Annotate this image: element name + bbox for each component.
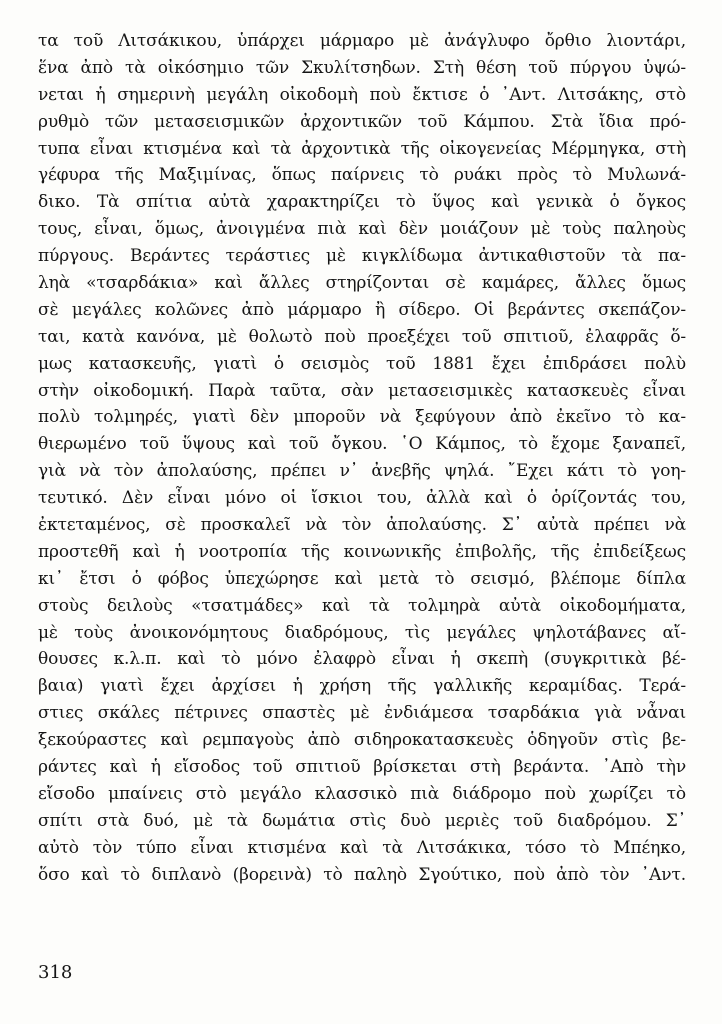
text-line: θουσες κ.λ.π. καὶ τὸ μόνο ἐλαφρὸ εἶναι ἡ σκεπὴ (συγκριτικὰ βέ- — [38, 649, 686, 670]
text-line: κι᾿ ἔτσι ὁ φόβος ὑπεχώρησε καὶ μετὰ τὸ σεισμό, βλέπομε δίπλα — [38, 568, 686, 589]
text-line: θιερωμένο τοῦ ὕψους καὶ τοῦ ὄγκου. ῾Ο Κάμπος, τὸ ἔχομε ξαναπεῖ, — [38, 434, 686, 455]
text-line: πολὺ τολμηρές, γιατὶ δὲν μποροῦν νὰ ξεφύγουν ἀπὸ ἐκεῖνο τὸ κα- — [38, 407, 686, 428]
page-number: 318 — [38, 962, 73, 983]
text-line: ται, κατὰ κανόνα, μὲ θολωτὸ ποὺ προεξέχει τοῦ σπιτιοῦ, ἐλαφρᾶς ὅ- — [38, 326, 686, 347]
text-line: αὐτὸ τὸν τύπο εἶναι κτισμένα καὶ τὰ Λιτσάκικα, τόσο τὸ Μπέηκο, — [38, 837, 686, 858]
text-line: τους, εἶναι, ὅμως, ἀνοιγμένα πιὰ καὶ δὲν μοιάζουν μὲ τοὺς παληοὺς — [38, 219, 686, 240]
text-line: πύργους. Βεράντες τεράστιες μὲ κιγκλίδωμα ἀντικαθιστοῦν τὰ πα- — [38, 246, 686, 267]
text-line: στιες σκάλες πέτρινες σπαστὲς μὲ ἐνδιάμεσα τσαρδάκια γιὰ νἆναι — [38, 703, 686, 724]
text-line: στὴν οἰκοδομική. Παρὰ ταῦτα, σὰν μετασεισμικὲς κατασκευὲς εἶναι — [38, 380, 686, 401]
text-line: εἴσοδο μπαίνεις στὸ μεγάλο κλασσικὸ πιὰ διάδρομο ποὺ χωρίζει τὸ — [38, 783, 686, 804]
text-line: γέφυρα τῆς Μαξιμίνας, ὅπως παίρνεις τὸ ρυάκι πρὸς τὸ Μυλωνά- — [38, 165, 686, 186]
text-line: σὲ μεγάλες κολῶνες ἀπὸ μάρμαρο ἢ σίδερο. Οἱ βεράντες σκεπάζον- — [38, 299, 686, 320]
text-line: μως κατασκευῆς, γιατὶ ὁ σεισμὸς τοῦ 1881 ἔχει ἐπιδράσει πολὺ — [38, 353, 686, 374]
text-line: ληὰ «τσαρδάκια» καὶ ἄλλες στηρίζονται σὲ καμάρες, ἄλλες ὅμως — [38, 273, 686, 294]
text-line: μὲ τοὺς ἀνοικονόμητους διαδρόμους, τὶς μεγάλες ψηλοτάβανες αἴ- — [38, 622, 686, 643]
text-line: νεται ἡ σημερινὴ μεγάλη οἰκοδομὴ ποὺ ἔκτισε ὁ ᾿Αντ. Λιτσάκης, στὸ — [38, 84, 686, 105]
text-line: τευτικό. Δὲν εἶναι μόνο οἱ ἴσκιοι του, ἀλλὰ καὶ ὁ ὁρίζοντάς του, — [38, 488, 686, 509]
text-line: δικο. Τὰ σπίτια αὐτὰ χαρακτηρίζει τὸ ὕψος καὶ γενικὰ ὁ ὄγκος — [38, 192, 686, 213]
text-line: τα τοῦ Λιτσάκικου, ὑπάρχει μάρμαρο μὲ ἀνάγλυφο ὄρθιο λιοντάρι, — [38, 31, 686, 51]
text-line: προστεθῆ καὶ ἡ νοοτροπία τῆς κοινωνικῆς ἐπιβολῆς, τῆς ἐπιδείξεως — [38, 541, 686, 562]
text-line: ξεκούραστες καὶ ρεμπαγοὺς ἀπὸ σιδηροκατασκευὲς ὁδηγοῦν στὶς βε- — [38, 730, 686, 751]
text-line: γιὰ νὰ τὸν ἀπολαύσης, πρέπει ν᾿ ἀνεβῆς ψηλά. ῎Εχει κάτι τὸ γοη- — [38, 461, 686, 482]
text-line: ράντες καὶ ἡ εἴσοδος τοῦ σπιτιοῦ βρίσκεται στὴ βεράντα. ᾿Απὸ τὴν — [38, 757, 686, 778]
body-text — [38, 28, 686, 889]
text-line: ἕνα ἀπὸ τὰ οἰκόσημιο τῶν Σκυλίτσηδων. Στὴ θέση τοῦ πύργου ὑψώ- — [38, 57, 686, 78]
text-line: ἐκτεταμένος, σὲ προσκαλεῖ νὰ τὸν ἀπολαύσης. Σ᾿ αὐτὰ πρέπει νὰ — [38, 515, 686, 536]
text-line: ὅσο καὶ τὸ διπλανὸ (βορεινὰ) τὸ παληὸ Σγούτικο, ποὺ ἀπὸ τὸν ᾿Αντ. — [38, 864, 686, 885]
text-line: ρυθμὸ τῶν μετασεισμικῶν ἀρχοντικῶν τοῦ Κάμπου. Στὰ ἴδια πρό- — [38, 111, 686, 132]
text-line: βαια) γιατὶ ἔχει ἀρχίσει ἡ χρήση τῆς γαλλικῆς κεραμίδας. Τερά- — [38, 676, 686, 697]
text-line: σπίτι στὰ δυό, μὲ τὰ δωμάτια στὶς δυὸ μεριὲς τοῦ διαδρόμου. Σ᾿ — [38, 810, 686, 831]
text-line: στοὺς δειλοὺς «τσατμάδες» καὶ τὰ τολμηρὰ αὐτὰ οἰκοδομήματα, — [38, 595, 686, 616]
text-line: τυπα εἶναι κτισμένα καὶ τὰ ἀρχοντικὰ τῆς οἰκογενείας Μέρμηγκα, στὴ — [38, 138, 686, 159]
